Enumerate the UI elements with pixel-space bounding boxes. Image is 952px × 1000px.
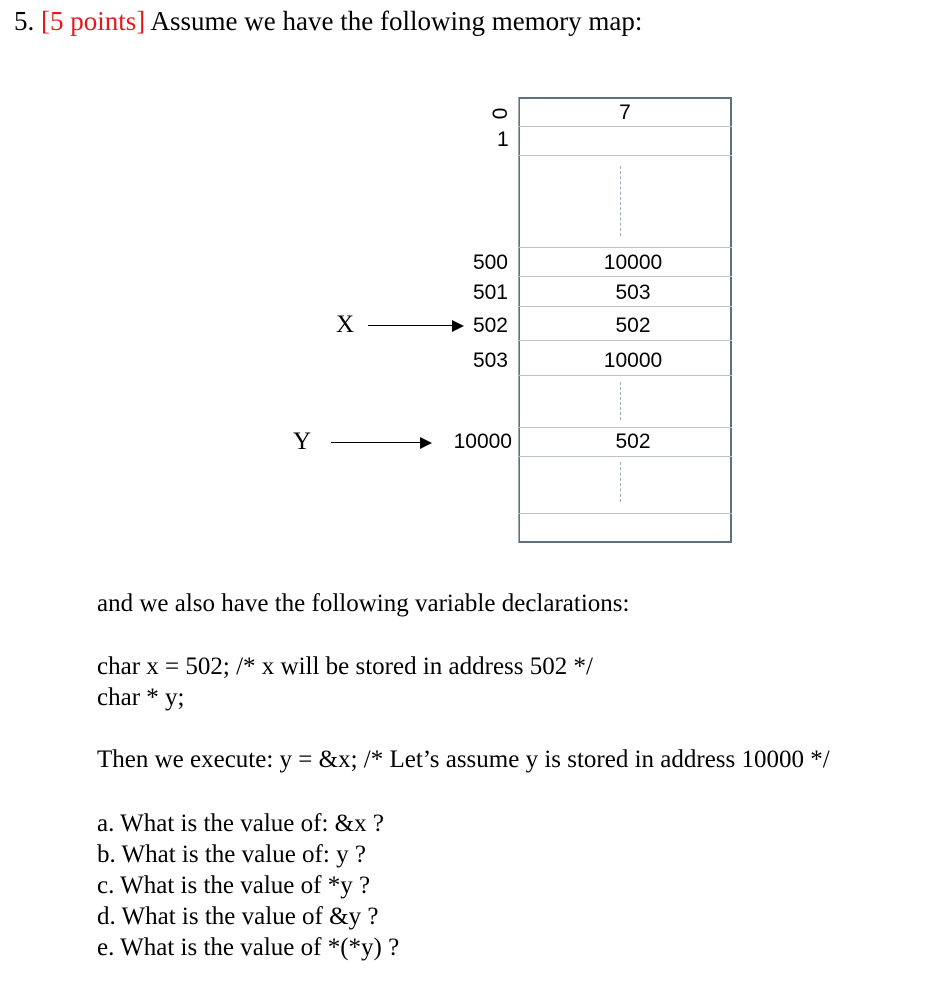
- row-divider: [518, 456, 732, 457]
- question-c: c. What is the value of *y ?: [97, 872, 371, 899]
- pointer-arrow-y: [331, 442, 425, 443]
- row-divider: [518, 375, 732, 376]
- pointer-label-x: X: [336, 311, 355, 338]
- execute-statement: Then we execute: y = &x; /* Let’s assume y is stored in address 10000 */: [97, 746, 830, 773]
- arrowhead-icon: [452, 320, 464, 332]
- address-501: 501: [472, 281, 508, 304]
- declaration-y: char * y;: [97, 684, 185, 711]
- question-e: e. What is the value of *(*y) ?: [97, 934, 400, 961]
- pointer-arrow-x: [368, 325, 456, 326]
- memory-left-edge: [518, 97, 519, 543]
- declaration-x: char x = 502; /* x will be stored in address 502 */: [97, 653, 593, 680]
- intro-text: and we also have the following variable declarations:: [97, 590, 630, 617]
- row-divider: [518, 155, 732, 156]
- address-502: 502: [472, 314, 508, 337]
- question-d: d. What is the value of &y ?: [97, 903, 379, 930]
- address-0-rotated: 0: [487, 107, 511, 120]
- arrowhead-icon: [420, 437, 432, 449]
- row-divider: [518, 427, 732, 428]
- memory-value-501: 503: [615, 281, 651, 304]
- continuation-dash: [620, 462, 621, 502]
- row-divider: [518, 513, 732, 514]
- address-1: 1: [497, 128, 509, 151]
- address-10000: 10000: [453, 430, 512, 453]
- memory-value-0: 7: [619, 101, 631, 124]
- question-header: [14, 6, 642, 37]
- row-divider: [518, 276, 732, 277]
- question-title: Assume we have the following memory map:: [150, 6, 643, 36]
- continuation-dash: [620, 166, 621, 236]
- row-divider: [518, 126, 732, 127]
- memory-value-10000: 502: [615, 430, 651, 453]
- question-a: a. What is the value of: &x ?: [97, 810, 384, 837]
- row-divider: [518, 247, 732, 248]
- row-divider: [518, 340, 732, 341]
- continuation-dash: [620, 382, 621, 420]
- pointer-label-y: Y: [293, 428, 312, 455]
- memory-value-502: 502: [615, 314, 651, 337]
- address-503: 503: [472, 349, 508, 372]
- memory-value-503: 10000: [603, 349, 663, 372]
- question-number: 5.: [14, 6, 35, 36]
- question-b: b. What is the value of: y ?: [97, 841, 366, 868]
- row-divider: [518, 306, 732, 307]
- address-500: 500: [472, 251, 508, 274]
- points-label: [5 points]: [41, 6, 146, 36]
- memory-value-500: 10000: [603, 251, 663, 274]
